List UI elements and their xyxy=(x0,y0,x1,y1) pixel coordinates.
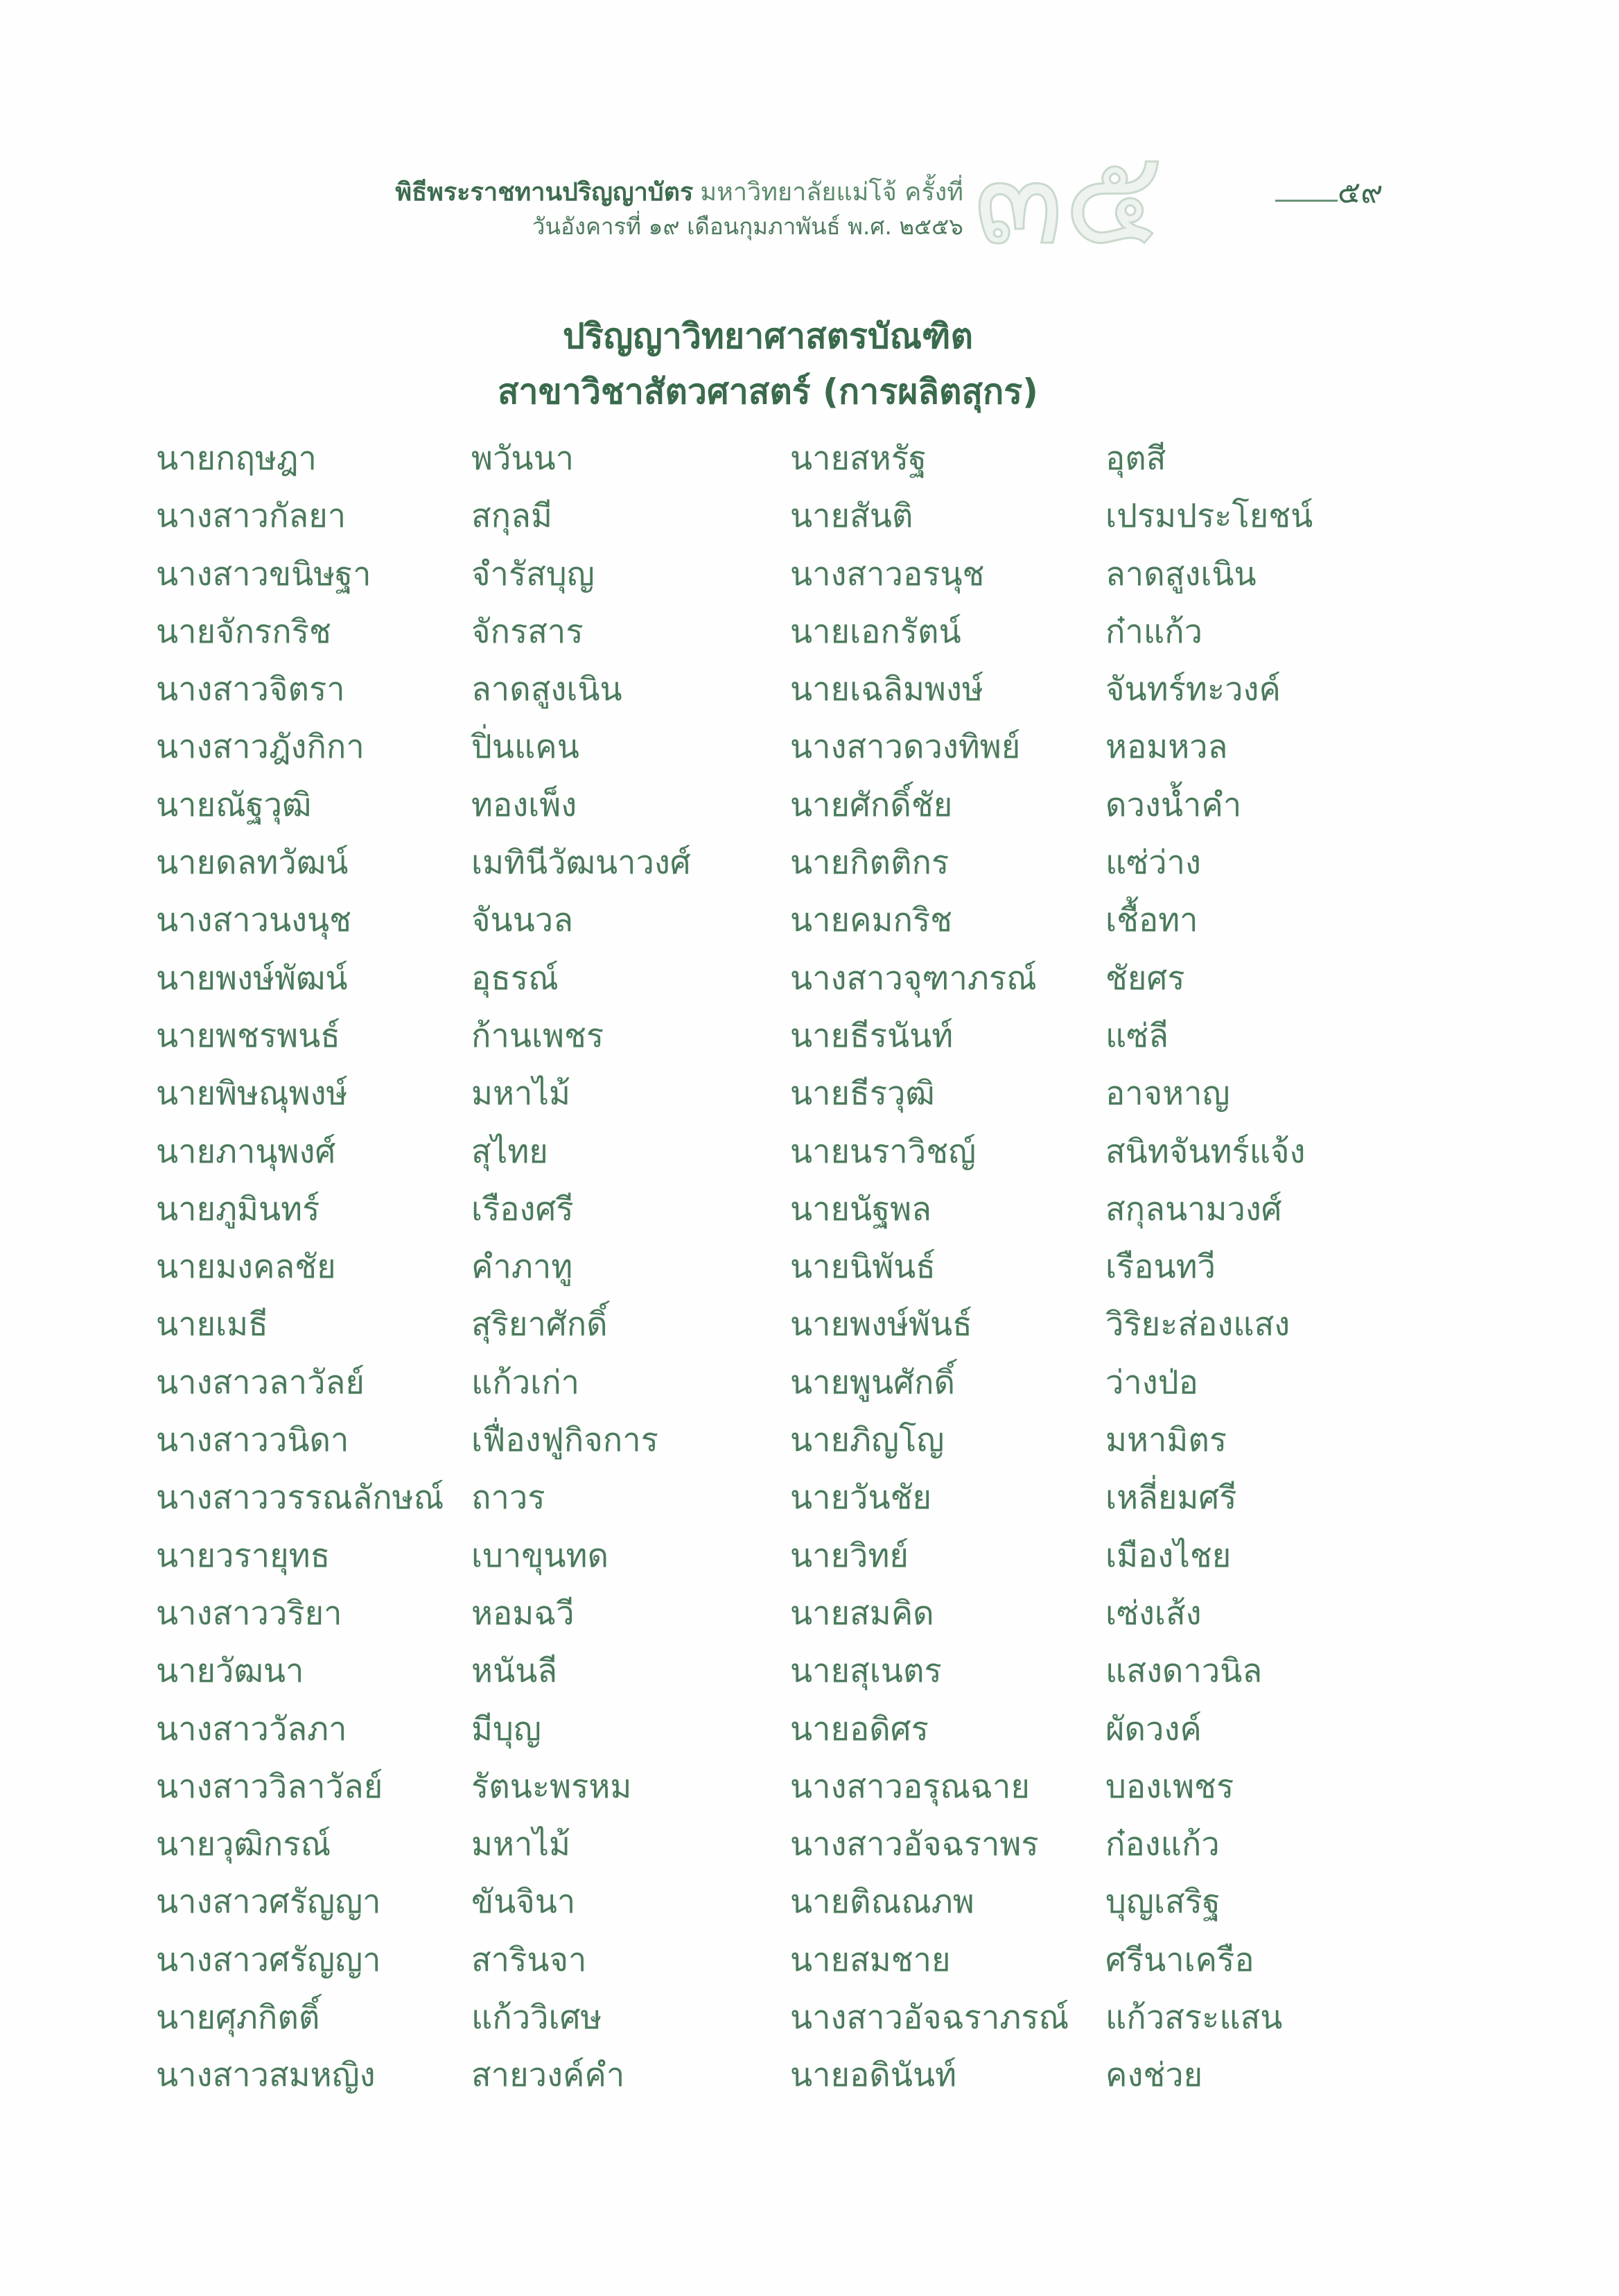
degree-title: ปริญญาวิทยาศาสตรบัณฑิต xyxy=(562,316,974,356)
graduate-first-name: นายกิตติกร xyxy=(790,844,949,882)
graduate-last-name: ชัยศร xyxy=(1105,959,1185,998)
graduate-first-name: นายวันชัย xyxy=(790,1479,932,1517)
graduate-last-name: ลาดสูงเนิน xyxy=(1105,555,1257,593)
graduate-first-name: นางสาวขนิษฐา xyxy=(156,555,371,593)
graduate-last-name: ผัดวงค์ xyxy=(1105,1710,1202,1748)
graduate-last-name: มหาไม้ xyxy=(471,1075,570,1113)
graduate-last-name: เชื้อทา xyxy=(1105,901,1198,940)
ceremony-date: วันอังคารที่ ๑๙ เดือนกุมภาพันธ์ พ.ศ. ๒๕๕๖ xyxy=(532,213,963,240)
graduate-first-name: นางสาวสมหญิง xyxy=(156,2056,376,2095)
graduate-last-name: จักรสาร xyxy=(471,612,584,651)
graduate-last-name: เฟื่องฟูกิจการ xyxy=(471,1421,658,1460)
graduate-first-name: นางสาวลาวัลย์ xyxy=(156,1363,365,1402)
graduate-first-name: นายศักดิ์ชัย xyxy=(790,785,953,824)
graduate-last-name: ดวงน้ำคำ xyxy=(1105,785,1242,824)
graduate-last-name: คงช่วย xyxy=(1105,2056,1203,2095)
graduate-first-name: นายพงษ์พันธ์ xyxy=(790,1305,972,1344)
graduate-first-name: นางสาวอัจฉราภรณ์ xyxy=(790,1999,1069,2037)
graduate-first-name: นางสาวกัลยา xyxy=(156,497,347,536)
graduate-last-name: สกุลมี xyxy=(471,497,552,536)
graduate-first-name: นายธีรนันท์ xyxy=(790,1016,954,1055)
graduate-first-name: นายมงคลชัย xyxy=(156,1248,336,1287)
graduate-last-name: ลาดสูงเนิน xyxy=(471,670,622,709)
graduate-last-name: หนันลี xyxy=(471,1652,558,1691)
graduate-first-name: นายวรายุทธ xyxy=(156,1536,331,1575)
graduate-first-name: นายพชรพนธ์ xyxy=(156,1016,340,1055)
graduate-first-name: นายนราวิชญ์ xyxy=(790,1132,977,1171)
title-block xyxy=(0,308,1619,419)
graduate-first-name: นายณัฐวุฒิ xyxy=(156,785,312,824)
graduate-last-name: พวันนา xyxy=(471,440,575,478)
graduate-first-name: นางสาวอรนุช xyxy=(790,555,985,593)
graduate-first-name: นายเอกรัตน์ xyxy=(790,612,961,651)
graduate-first-name: นางสาวนงนุช xyxy=(156,901,352,940)
graduate-last-name: ก๋าแก้ว xyxy=(1105,612,1202,651)
graduate-first-name: นายนิพันธ์ xyxy=(790,1248,936,1287)
graduate-first-name: นายสหรัฐ xyxy=(790,440,927,478)
graduate-last-name: เรือนทวี xyxy=(1105,1248,1216,1287)
graduate-last-name: ว่างป่อ xyxy=(1105,1363,1198,1402)
graduate-last-name: ทองเพ็ง xyxy=(471,785,577,824)
graduate-first-name: นายภานุพงศ์ xyxy=(156,1132,336,1171)
graduate-last-name: ขันจินา xyxy=(471,1883,576,1922)
graduate-last-name: สนิทจันทร์แจ้ง xyxy=(1105,1132,1306,1171)
graduate-name-list xyxy=(0,430,1619,2121)
graduate-last-name: แก้ววิเศษ xyxy=(471,1999,602,2037)
graduate-first-name: นางสาวศรัญญา xyxy=(156,1940,381,1979)
major-title: สาขาวิชาสัตวศาสตร์ (การผลิตสุกร) xyxy=(497,372,1039,412)
graduate-first-name: นางสาววริยา xyxy=(156,1594,342,1633)
graduate-last-name: ปิ่นแคน xyxy=(471,728,579,767)
graduate-first-name: นายสันติ xyxy=(790,497,913,536)
graduate-first-name: นายพูนศักดิ์ xyxy=(790,1363,955,1402)
graduate-first-name: นายติณณภพ xyxy=(790,1883,974,1922)
graduate-last-name: เซ่งเส้ง xyxy=(1105,1594,1202,1633)
graduate-last-name: จำรัสบุญ xyxy=(471,555,595,593)
graduate-last-name: สุไทย xyxy=(471,1132,548,1171)
graduate-first-name: นางสาววัลภา xyxy=(156,1710,347,1748)
graduate-last-name: มหาไม้ xyxy=(471,1825,570,1864)
graduate-first-name: นางสาววรรณลักษณ์ xyxy=(156,1479,444,1517)
graduate-first-name: นายเมธี xyxy=(156,1305,268,1344)
graduate-last-name: อุธรณ์ xyxy=(471,959,559,998)
graduate-first-name: นางสาววนิดา xyxy=(156,1421,349,1460)
graduate-first-name: นายวัฒนา xyxy=(156,1652,304,1691)
graduate-last-name: เหลี่ยมศรี xyxy=(1105,1479,1237,1517)
graduate-last-name: ก้านเพชร xyxy=(471,1016,604,1055)
graduate-last-name: ศรีนาเครือ xyxy=(1105,1940,1254,1979)
graduate-first-name: นายพงษ์พัฒน์ xyxy=(156,959,348,998)
graduate-last-name: เปรมประโยชน์ xyxy=(1105,497,1313,536)
graduate-last-name: สารินจา xyxy=(471,1940,587,1979)
graduate-first-name: นางสาวจิตรา xyxy=(156,670,345,709)
graduate-last-name: มหามิตร xyxy=(1105,1421,1227,1460)
graduate-first-name: นายดลทวัฒน์ xyxy=(156,844,349,882)
graduate-first-name: นายสมคิด xyxy=(790,1594,934,1633)
page-number-rule xyxy=(1275,200,1338,202)
graduate-first-name: นางสาวอัจฉราพร xyxy=(790,1825,1039,1864)
graduate-last-name: เรืองศรี xyxy=(471,1190,574,1228)
graduate-last-name: เมืองไชย xyxy=(1105,1536,1232,1575)
graduate-first-name: นายภิญโญ xyxy=(790,1421,945,1460)
graduate-last-name: รัตนะพรหม xyxy=(471,1767,632,1806)
graduate-first-name: นายศุภกิตติ์ xyxy=(156,1999,320,2037)
right-first-names-column xyxy=(790,430,1069,2105)
graduate-first-name: นายเฉลิมพงษ์ xyxy=(790,670,983,709)
graduate-last-name: แสงดาวนิล xyxy=(1105,1652,1263,1691)
right-last-names-column xyxy=(1105,430,1313,2105)
graduate-last-name: แก้วเก่า xyxy=(471,1363,580,1402)
graduate-last-name: จันนวล xyxy=(471,901,573,940)
ceremony-line xyxy=(395,172,963,211)
graduate-last-name: อาจหาญ xyxy=(1105,1075,1230,1113)
graduate-last-name: หอมหวล xyxy=(1105,728,1228,767)
graduate-first-name: นายนัฐพล xyxy=(790,1190,931,1228)
graduate-last-name: บุญเสริฐ xyxy=(1105,1883,1220,1922)
graduate-last-name: บองเพชร xyxy=(1105,1767,1234,1806)
graduate-last-name: จันทร์ทะวงค์ xyxy=(1105,670,1281,709)
graduate-first-name: นายอดินันท์ xyxy=(790,2056,957,2095)
graduate-last-name: มีบุญ xyxy=(471,1710,541,1748)
graduate-first-name: นายสมชาย xyxy=(790,1940,951,1979)
graduate-last-name: แก้วสระแสน xyxy=(1105,1999,1283,2037)
graduate-first-name: นางสาวอรุณฉาย xyxy=(790,1767,1030,1806)
graduate-last-name: คำภาทู xyxy=(471,1248,573,1287)
left-last-names-column xyxy=(471,430,691,2105)
graduate-last-name: อุตสี xyxy=(1105,440,1166,478)
graduate-last-name: ก๋องแก้ว xyxy=(1105,1825,1220,1864)
graduate-last-name: เมทินีวัฒนาวงศ์ xyxy=(471,844,691,882)
graduate-first-name: นายกฤษฎา xyxy=(156,440,317,478)
graduate-last-name: แซ่ลี xyxy=(1105,1016,1169,1055)
graduate-last-name: แซ่ว่าง xyxy=(1105,844,1201,882)
graduate-first-name: นายอดิศร xyxy=(790,1710,929,1748)
graduate-first-name: นายพิษณุพงษ์ xyxy=(156,1075,348,1113)
graduate-first-name: นายจักรกริช xyxy=(156,612,331,651)
graduate-first-name: นางสาวฎังกิกา xyxy=(156,728,365,767)
session-number-watermark: ๓๕ xyxy=(974,121,1164,274)
graduate-last-name: เบาขุนทด xyxy=(471,1536,609,1575)
graduate-last-name: สุริยาศักดิ์ xyxy=(471,1305,608,1344)
left-first-names-column xyxy=(156,430,444,2105)
graduate-first-name: นางสาวดวงทิพย์ xyxy=(790,728,1021,767)
graduate-last-name: วิริยะส่องแสง xyxy=(1105,1305,1290,1344)
graduate-first-name: นายคมกริช xyxy=(790,901,953,940)
graduate-last-name: สกุลนามวงศ์ xyxy=(1105,1190,1282,1228)
graduate-first-name: นางสาวจุฑาภรณ์ xyxy=(790,959,1037,998)
graduate-first-name: นายวุฒิกรณ์ xyxy=(156,1825,331,1864)
graduate-last-name: ถาวร xyxy=(471,1479,545,1517)
graduate-last-name: หอมฉวี xyxy=(471,1594,575,1633)
university-name: มหาวิทยาลัยแม่โจ้ ครั้งที่ xyxy=(700,178,963,207)
graduate-first-name: นายธีรวุฒิ xyxy=(790,1075,935,1113)
graduate-last-name: สายวงค์คำ xyxy=(471,2056,625,2095)
page-header xyxy=(395,121,1435,290)
graduate-first-name: นางสาววิลาวัลย์ xyxy=(156,1767,383,1806)
graduate-first-name: นายสุเนตร xyxy=(790,1652,942,1691)
graduate-first-name: นางสาวศรัญญา xyxy=(156,1883,381,1922)
page-number: ๕๙ xyxy=(1338,175,1383,210)
graduate-first-name: นายวิทย์ xyxy=(790,1536,909,1575)
ceremony-title: พิธีพระราชทานปริญญาบัตร xyxy=(395,178,694,207)
graduate-first-name: นายภูมินทร์ xyxy=(156,1190,320,1228)
